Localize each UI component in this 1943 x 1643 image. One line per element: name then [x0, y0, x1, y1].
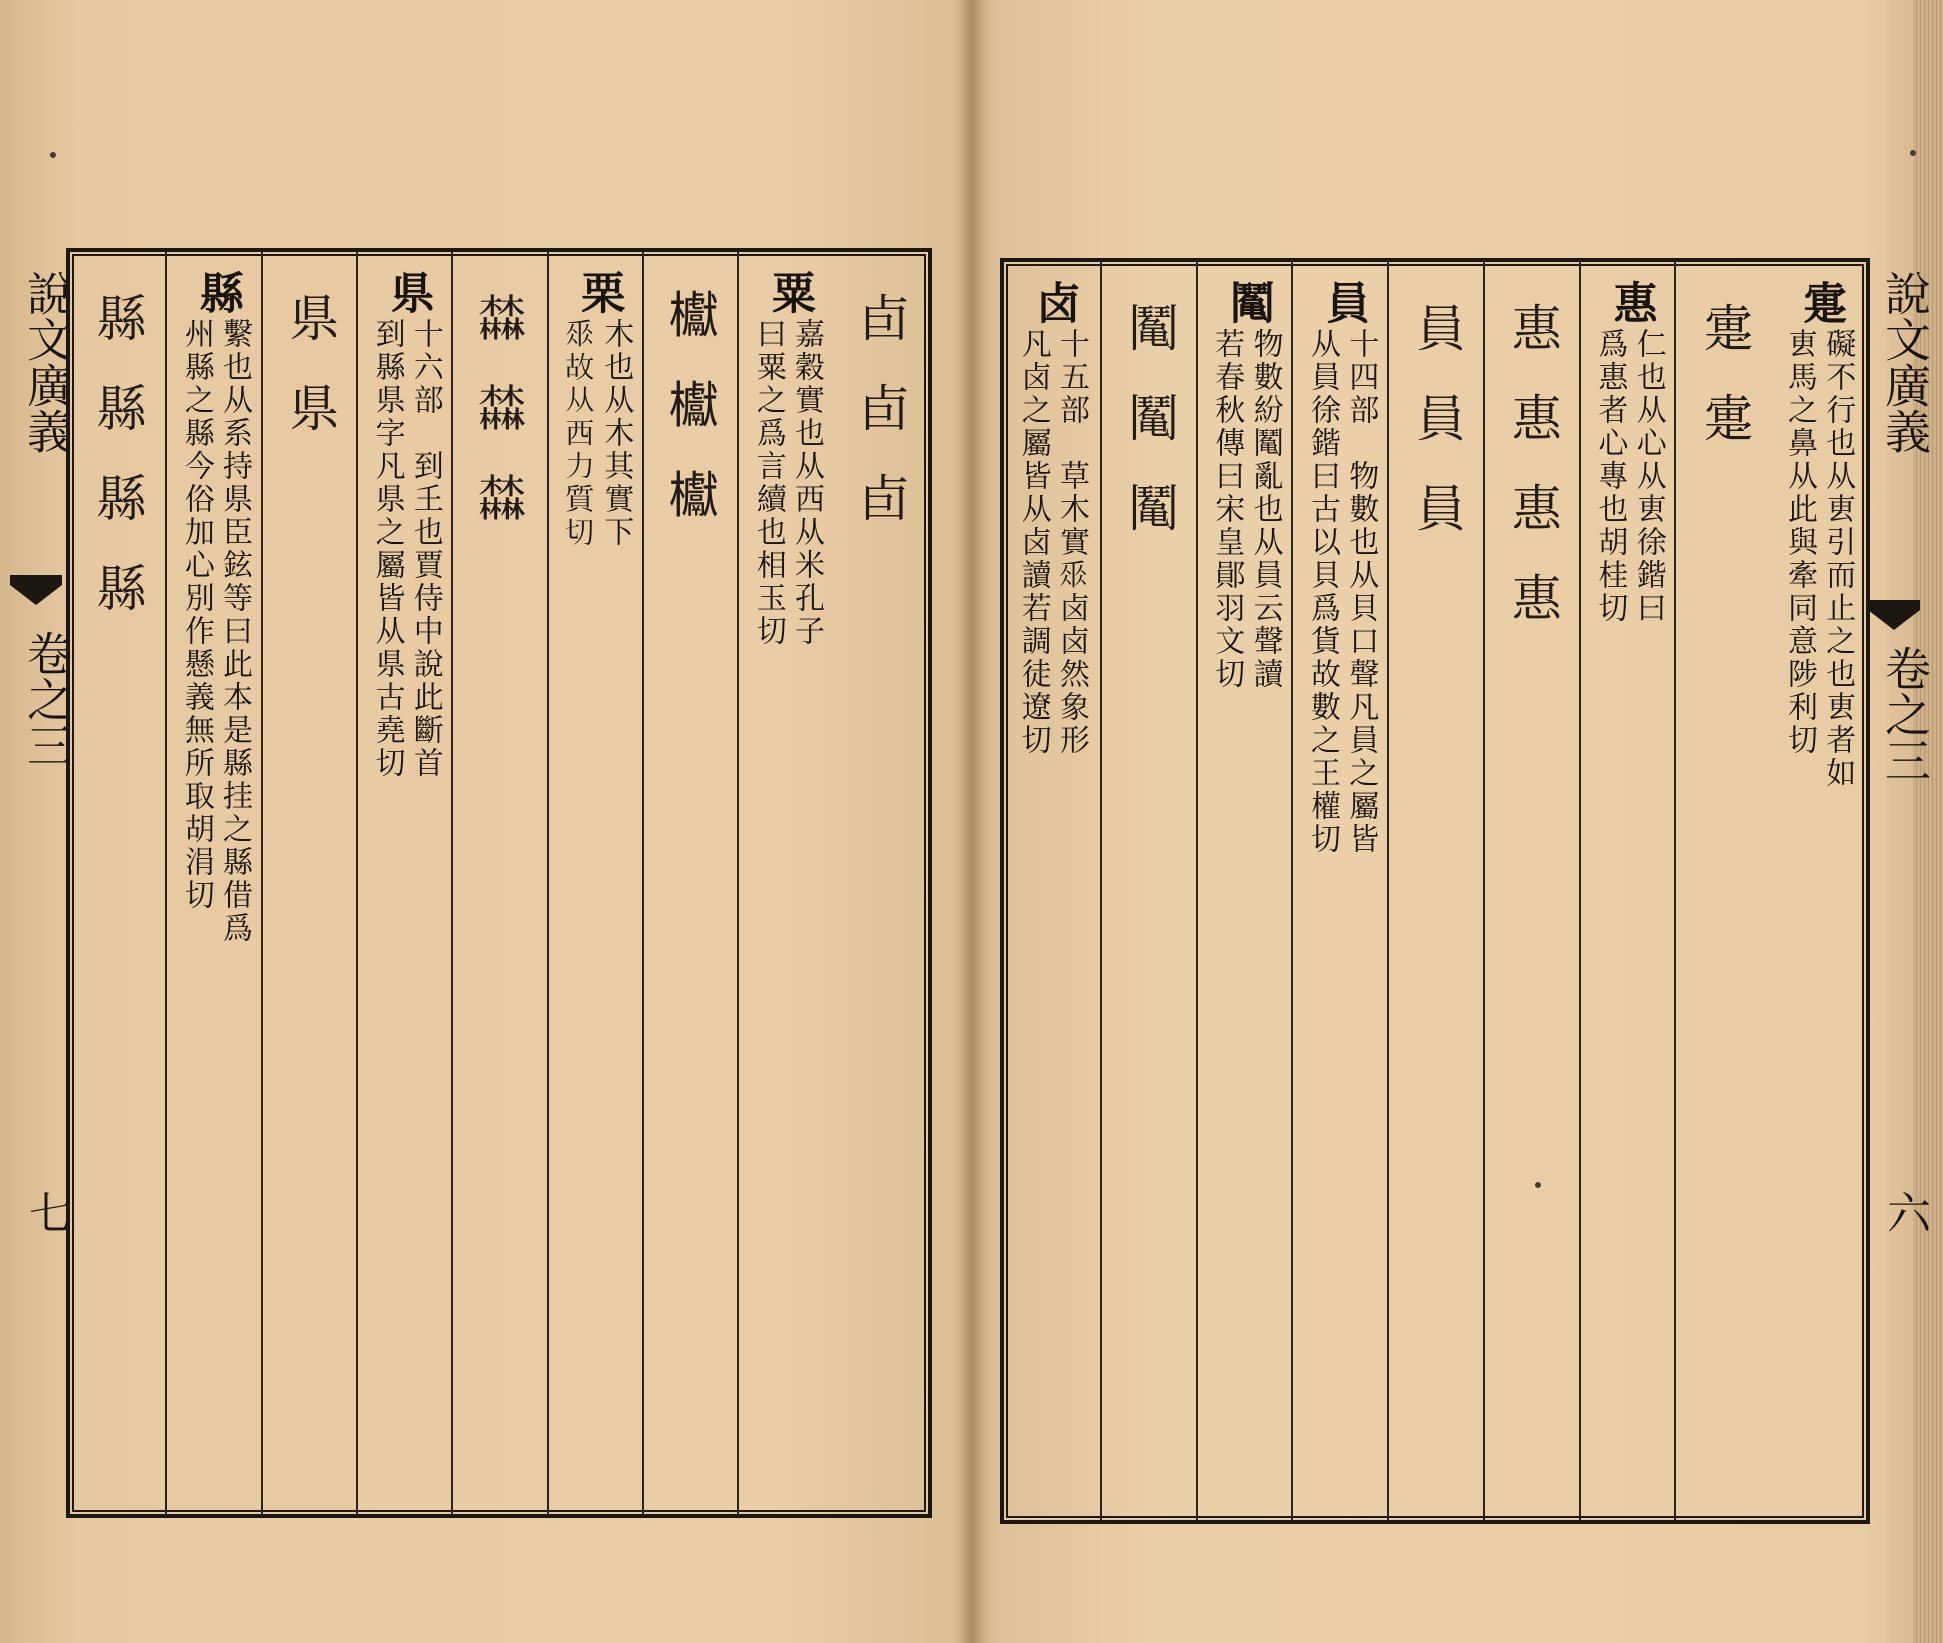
gloss-line: 物數紛䰗亂也从員云聲讀 — [1247, 328, 1283, 691]
text-column — [356, 252, 453, 1514]
entry-gloss — [1770, 328, 1866, 1520]
seal-script-forms: 疐疐 — [1695, 302, 1754, 482]
text-column — [70, 252, 165, 1514]
seal-script-forms: 䰗䰗䰗 — [1120, 302, 1179, 572]
text-column — [1004, 262, 1100, 1520]
gloss-line: 凡卤之屬皆从卤讀若調徒遼切 — [1015, 328, 1051, 757]
gloss-line: 叀馬之鼻从此與牽同意陟利切 — [1781, 328, 1817, 757]
entry-head-character: 員 — [1318, 280, 1370, 324]
entry-head-character: 栗 — [573, 270, 625, 314]
gloss-line: 仁也从心从叀徐鍇曰 — [1630, 328, 1666, 625]
right-text-frame — [1000, 258, 1870, 1524]
text-column — [1674, 262, 1772, 1520]
gloss-line: 十六部 到𡈼也賈侍中說此斷首 — [407, 318, 443, 780]
entry-head-character: 卤 — [1028, 280, 1080, 324]
text-column — [1291, 262, 1389, 1520]
gloss-line: 十四部 物數也从貝口聲凡員之屬皆 — [1343, 328, 1379, 856]
seal-script-forms: 𣡕𣡕𣡕 — [471, 292, 530, 562]
entry-head-character: 粟 — [763, 270, 815, 314]
gloss-line: 十五部 草木實𠂹卤卤然象形 — [1054, 328, 1090, 757]
text-column — [1483, 262, 1581, 1520]
entry-gloss — [1293, 328, 1389, 1520]
text-column — [833, 252, 928, 1514]
seal-script-forms: 県県 — [281, 292, 340, 472]
entry-head-character: 県 — [382, 270, 434, 314]
entry-gloss — [1004, 328, 1100, 1520]
gloss-line: 嘉穀實也从西从米孔子 — [789, 318, 825, 648]
seal-script-forms: 惠惠惠惠 — [1503, 302, 1562, 662]
book-fold — [958, 0, 986, 1643]
seal-script-forms: 員員員 — [1407, 302, 1466, 572]
binding-hole — [50, 152, 56, 158]
right-margin-volume: 卷之三 — [1878, 645, 1932, 783]
fishtail-mark — [10, 575, 62, 609]
text-column — [1387, 262, 1485, 1520]
entry-gloss — [358, 318, 453, 1514]
text-column — [1100, 262, 1198, 1520]
entry-gloss — [739, 318, 834, 1514]
gloss-line: 到縣県字凡県之屬皆从県古堯切 — [369, 318, 405, 780]
right-page-number: 六 — [1879, 1190, 1930, 1234]
text-column — [1579, 262, 1677, 1520]
text-column — [642, 252, 739, 1514]
entry-gloss — [549, 318, 644, 1514]
fishtail-mark — [1868, 600, 1920, 634]
seal-script-forms: 𣡌𣡌𣡌 — [662, 292, 721, 562]
entry-head-character: 疐 — [1795, 280, 1847, 324]
entry-gloss — [1581, 328, 1677, 1520]
gloss-line: 礙不行也从叀引而止之也叀者如 — [1820, 328, 1856, 790]
gloss-line: 木也从木其實下 — [598, 318, 634, 549]
text-column — [547, 252, 644, 1514]
binding-hole — [1910, 150, 1916, 156]
gloss-line: 州縣之縣今俗加心別作懸義無所取胡涓切 — [178, 318, 214, 912]
right-margin-book-title: 說文廣義 — [1878, 270, 1932, 454]
gloss-line: 从員徐鍇曰古以貝爲貨故數之王權切 — [1305, 328, 1341, 856]
seal-script-forms: 縣縣縣縣 — [88, 292, 147, 652]
seal-script-forms: 卣卣卣 — [851, 292, 910, 562]
text-column — [737, 252, 834, 1514]
entry-gloss — [167, 318, 262, 1514]
left-margin-volume: 卷之三 — [20, 630, 74, 768]
gloss-line: 曰粟之爲言續也相玉切 — [750, 318, 786, 648]
entry-gloss — [1198, 328, 1294, 1520]
text-column — [1770, 262, 1866, 1520]
text-column — [451, 252, 548, 1514]
entry-head-character: 縣 — [191, 270, 243, 314]
gloss-line: 爲惠者心專也胡桂切 — [1592, 328, 1628, 625]
text-column — [1196, 262, 1294, 1520]
left-page-number: 七 — [21, 1190, 72, 1234]
entry-head-character: 惠 — [1605, 280, 1657, 324]
entry-head-character: 䰗 — [1222, 280, 1274, 324]
gloss-line: 𠂹故从西力質切 — [560, 318, 596, 549]
page-stack-edge — [1913, 0, 1943, 1643]
gloss-line: 若春秋傳曰宋皇鄖羽文切 — [1209, 328, 1245, 691]
gloss-line: 繫也从系持県臣鉉等曰此本是縣挂之縣借爲 — [217, 318, 253, 945]
text-column — [165, 252, 262, 1514]
left-text-frame — [66, 248, 932, 1518]
text-column — [261, 252, 358, 1514]
left-margin-book-title: 說文廣義 — [20, 270, 74, 454]
